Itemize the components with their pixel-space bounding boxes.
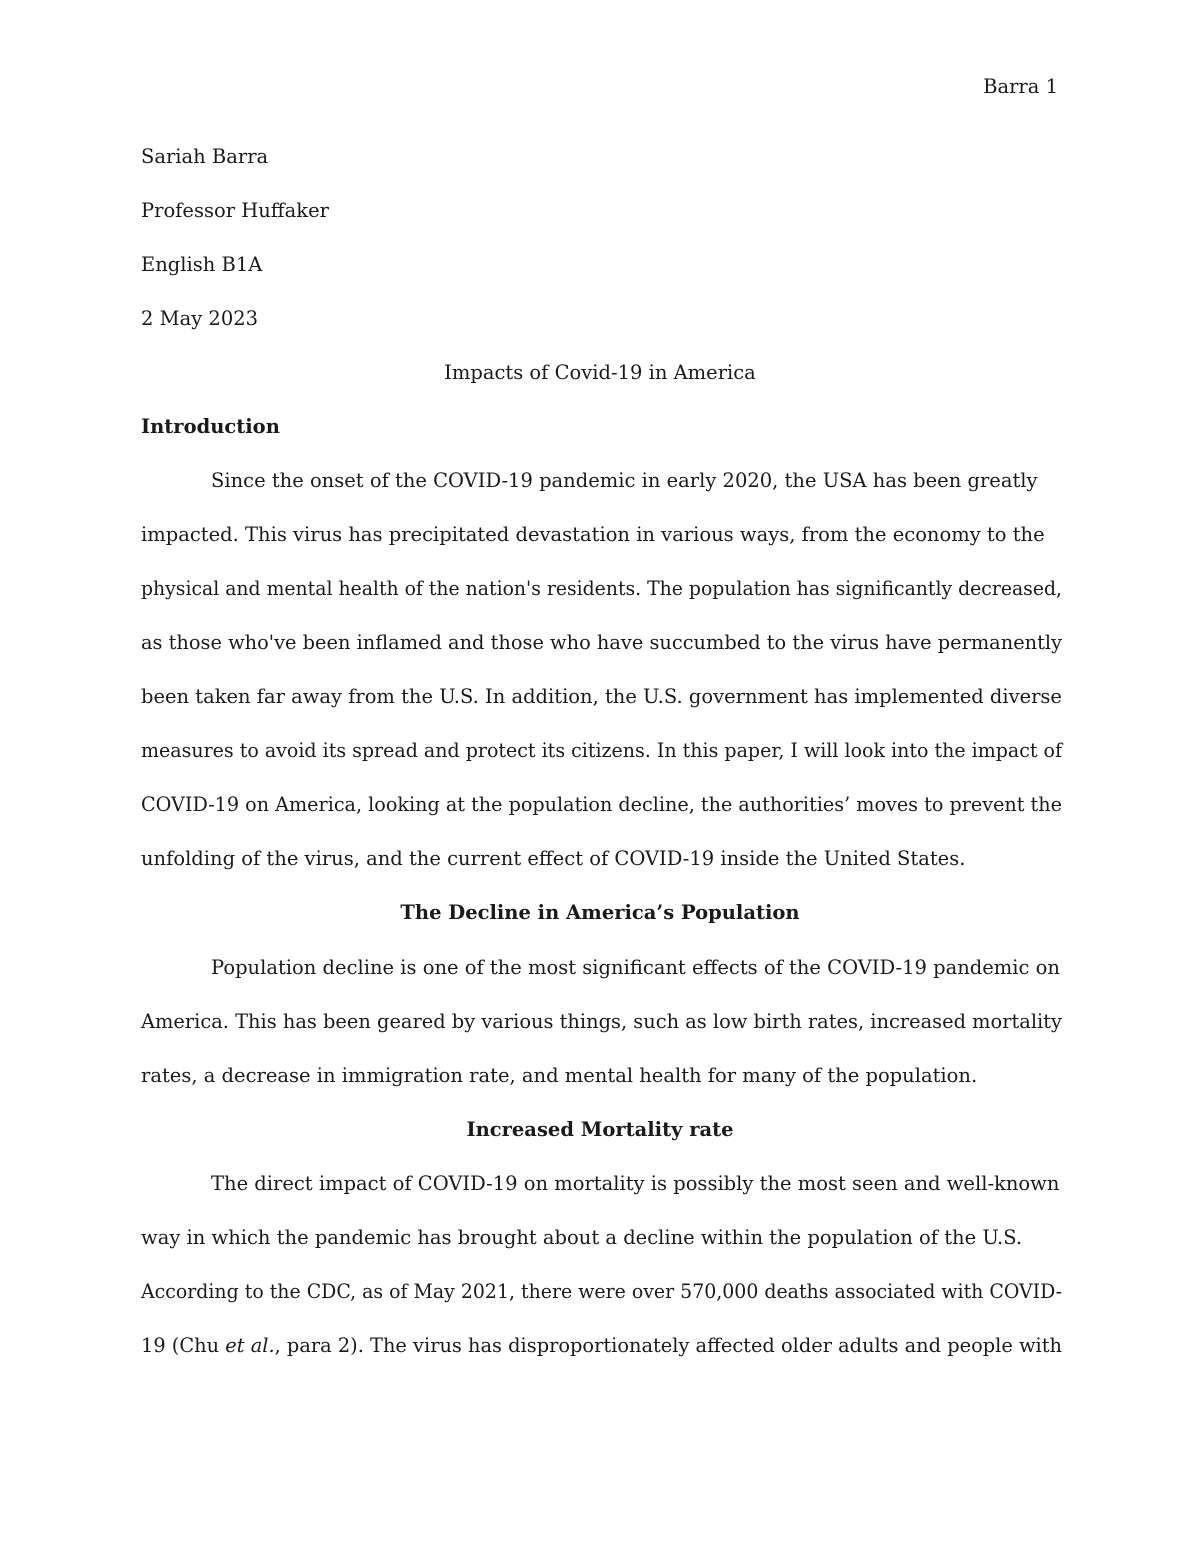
paragraph-line: impacted. This virus has precipitated devastation in various ways, from the economy to the xyxy=(141,523,1045,546)
paragraph-line: rates, a decrease in immigration rate, and mental health for many of the population. xyxy=(141,1064,978,1087)
paragraph-line: way in which the pandemic has brought about a decline within the population of the U.S. xyxy=(141,1226,1023,1249)
section-heading-mortality: Increased Mortality rate xyxy=(466,1118,734,1141)
paragraph-line: According to the CDC, as of May 2021, there were over 570,000 deaths associated with COVID- xyxy=(141,1280,1063,1303)
paragraph-line-citation xyxy=(141,1334,1062,1358)
date: 2 May 2023 xyxy=(141,307,259,330)
paragraph-line: Since the onset of the COVID-19 pandemic in early 2020, the USA has been greatly xyxy=(211,469,1038,492)
course-name: English B1A xyxy=(141,253,263,276)
paragraph-line: America. This has been geared by various things, such as low birth rates, increased mortality xyxy=(141,1010,1063,1033)
citation-text-after: , para 2). The virus has disproportionately affected older adults and people with xyxy=(274,1334,1062,1357)
author-name: Sariah Barra xyxy=(141,145,269,168)
instructor-name: Professor Huffaker xyxy=(141,199,329,222)
paper-title: Impacts of Covid-19 in America xyxy=(444,361,756,384)
paragraph-line: physical and mental health of the nation's residents. The population has significantly decreased, xyxy=(141,577,1063,600)
citation-et-al: et al. xyxy=(225,1334,275,1357)
paragraph-line: COVID-19 on America, looking at the population decline, the authorities’ moves to prevent the xyxy=(141,793,1062,816)
paragraph-line: as those who've been inflamed and those who have succumbed to the virus have permanently xyxy=(141,631,1063,654)
section-heading-decline: The Decline in America’s Population xyxy=(400,901,800,924)
paragraph-line: unfolding of the virus, and the current effect of COVID-19 inside the United States. xyxy=(141,847,966,870)
paragraph-line: been taken far away from the U.S. In addition, the U.S. government has implemented diverse xyxy=(141,685,1062,708)
paragraph-line: measures to avoid its spread and protect its citizens. In this paper, I will look into the impact of xyxy=(141,739,1063,762)
paragraph-line: Population decline is one of the most significant effects of the COVID-19 pandemic on xyxy=(211,956,1060,979)
running-head: Barra 1 xyxy=(983,75,1058,98)
paragraph-line: The direct impact of COVID-19 on mortality is possibly the most seen and well-known xyxy=(211,1172,1060,1195)
citation-text-before: 19 (Chu xyxy=(141,1334,226,1357)
section-heading-introduction: Introduction xyxy=(141,415,280,438)
